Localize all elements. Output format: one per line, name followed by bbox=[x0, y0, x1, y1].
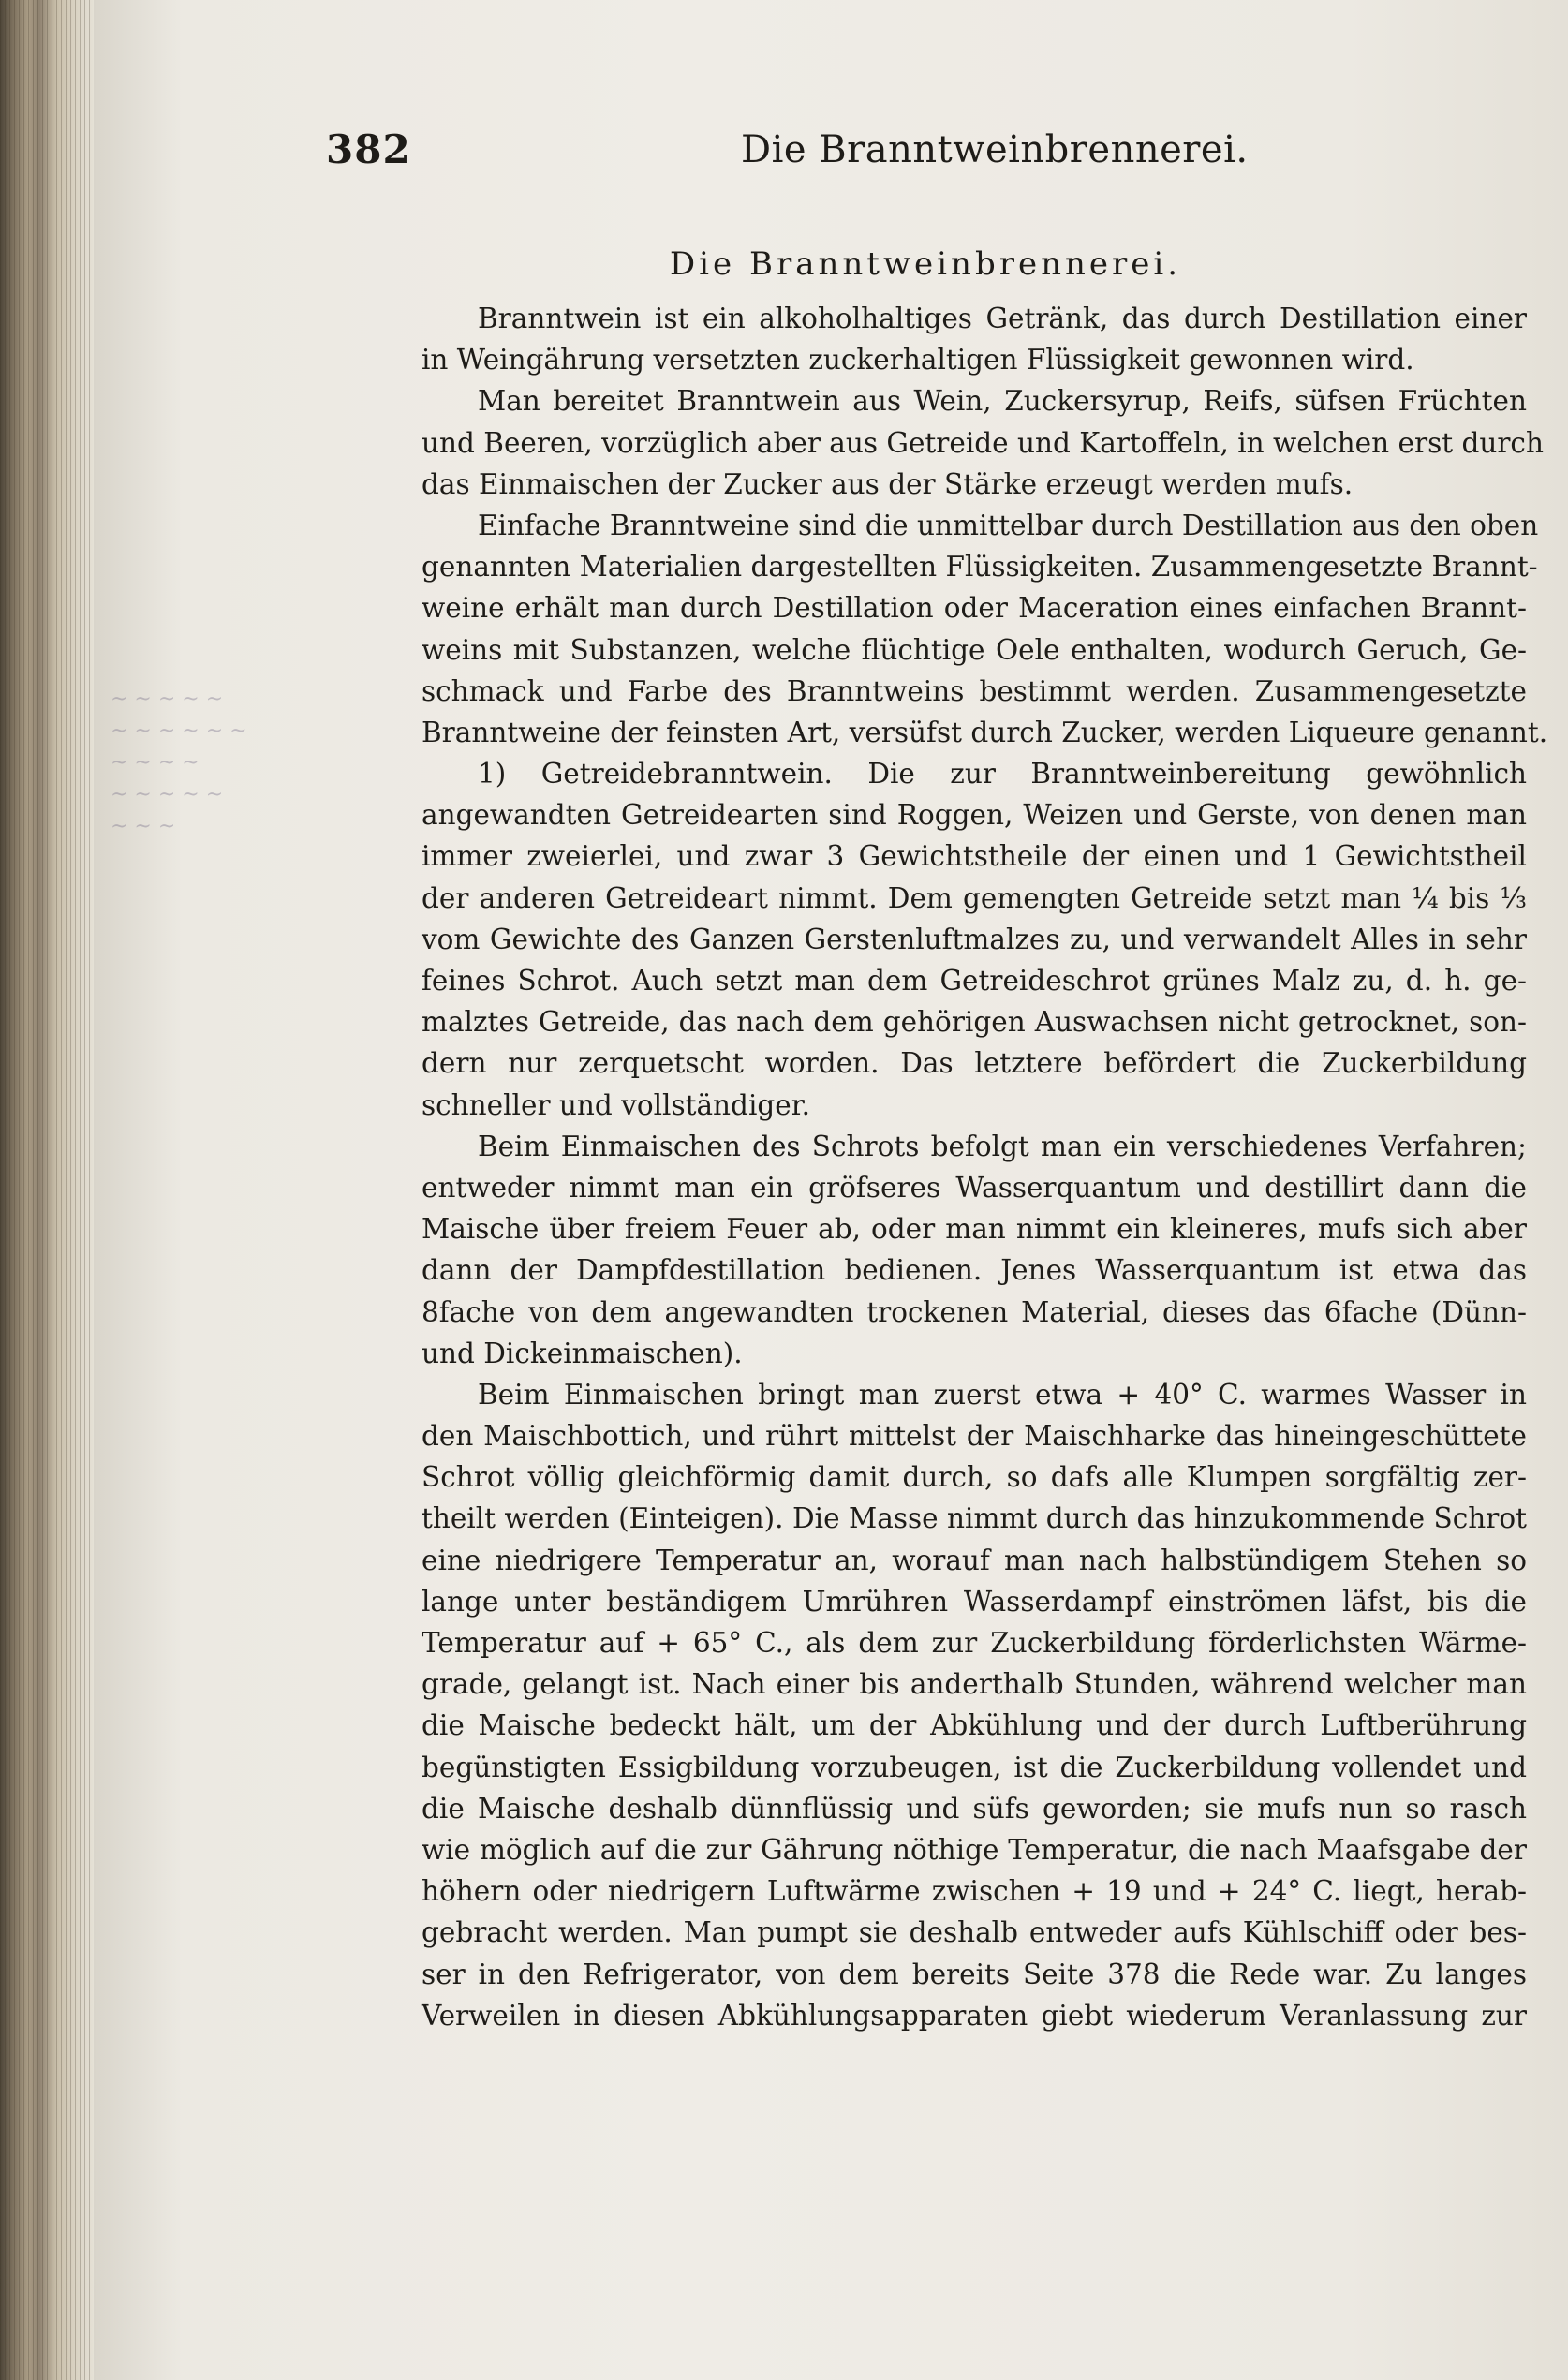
text-line: immer zweierlei, und zwar 3 Gewichtstheile der einen und 1 Gewichtstheil bbox=[422, 840, 1527, 873]
text-line: Branntwein ist ein alkoholhaltiges Getränk, das durch Destillation einer bbox=[478, 303, 1527, 334]
text-line: feines Schrot. Auch setzt man dem Getreideschrot grünes Malz zu, d. h. ge- bbox=[422, 965, 1527, 997]
running-title: Die Branntweinbrennerei. bbox=[741, 128, 1249, 171]
text-line: weine erhält man durch Destillation oder Maceration eines einfachen Brannt- bbox=[422, 592, 1527, 625]
text-line: höhern oder niedrigern Luftwärme zwischen + 19 und + 24° C. liegt, herab- bbox=[422, 1875, 1527, 1908]
text-line: gebracht werden. Man pumpt sie deshalb entweder aufs Kühlschiff oder bes- bbox=[422, 1916, 1527, 1949]
text-line: Verweilen in diesen Abkühlungsapparaten giebt wiederum Veranlassung zur bbox=[422, 1999, 1527, 2032]
text-line: und Beeren, vorzüglich aber aus Getreide und Kartoffeln, in welchen erst durch bbox=[422, 426, 1544, 459]
text-line: Einfache Branntweine sind die unmittelbar durch Destillation aus den oben bbox=[478, 509, 1539, 541]
text-line: Temperatur auf + 65° C., als dem zur Zuckerbildung förderlichsten Wärme- bbox=[422, 1627, 1527, 1659]
text-line: grade, gelangt ist. Nach einer bis anderthalb Stunden, während welcher man bbox=[422, 1668, 1527, 1701]
text-line: der anderen Getreideart nimmt. Dem gemengten Getreide setzt man ¼ bis ⅓ bbox=[422, 881, 1527, 914]
book-page bbox=[94, 0, 1568, 2380]
text-line: Beim Einmaischen des Schrots befolgt man ein verschiedenes Verfahren; bbox=[478, 1130, 1527, 1162]
body-text bbox=[422, 298, 1548, 2036]
text-line: dern nur zerquetscht worden. Das letztere befördert die Zuckerbildung bbox=[422, 1047, 1527, 1080]
text-line: weins mit Substanzen, welche flüchtige Oele enthalten, wodurch Geruch, Ge- bbox=[422, 633, 1527, 666]
text-line: genannten Materialien dargestellten Flüssigkeiten. Zusammengesetzte Brannt- bbox=[422, 551, 1538, 584]
section-title: Die Branntweinbrennerei. bbox=[669, 245, 1182, 283]
text-line: Man bereitet Branntwein aus Wein, Zuckersyrup, Reifs, süfsen Früchten bbox=[478, 385, 1527, 418]
text-line: lange unter beständigem Umrühren Wasserdampf einströmen läfst, bis die bbox=[422, 1585, 1527, 1618]
text-line: 8fache von dem angewandten trockenen Material, dieses das 6fache (Dünn- bbox=[422, 1295, 1527, 1328]
text-line: Beim Einmaischen bringt man zuerst etwa + 40° C. warmes Wasser in bbox=[478, 1378, 1527, 1411]
book-page-edges bbox=[0, 0, 94, 2380]
text-line: schneller und vollständiger. bbox=[422, 1088, 810, 1121]
text-line: das Einmaischen der Zucker aus der Stärke erzeugt werden mufs. bbox=[422, 467, 1354, 500]
text-line: theilt werden (Einteigen). Die Masse nimmt durch das hinzukommende Schrot bbox=[422, 1502, 1527, 1535]
text-line: schmack und Farbe des Branntweins bestimmt werden. Zusammengesetzte bbox=[422, 674, 1527, 707]
text-line: vom Gewichte des Ganzen Gerstenluftmalzes zu, und verwandelt Alles in sehr bbox=[422, 923, 1527, 955]
text-line: Branntweine der feinsten Art, versüfst durch Zucker, werden Liqueure genannt. bbox=[422, 716, 1548, 748]
page-header bbox=[326, 126, 1525, 183]
text-line: die Maische bedeckt hält, um der Abkühlung und der durch Luftberührung bbox=[422, 1709, 1527, 1742]
text-line: die Maische deshalb dünnflüssig und süfs geworden; sie mufs nun so rasch bbox=[422, 1792, 1527, 1825]
text-line: und Dickeinmaischen). bbox=[422, 1337, 743, 1369]
page-number: 382 bbox=[326, 126, 411, 172]
text-line: angewandten Getreidearten sind Roggen, Weizen und Gerste, von denen man bbox=[422, 799, 1527, 832]
text-line: entweder nimmt man ein gröfseres Wasserquantum und destillirt dann die bbox=[422, 1171, 1527, 1204]
text-line: dann der Dampfdestillation bedienen. Jenes Wasserquantum ist etwa das bbox=[422, 1254, 1527, 1287]
text-line: Maische über freiem Feuer ab, oder man nimmt ein kleineres, mufs sich aber bbox=[422, 1213, 1527, 1246]
text-line: in Weingährung versetzten zuckerhaltigen Flüssigkeit gewonnen wird. bbox=[422, 344, 1414, 377]
text-line: Schrot völlig gleichförmig damit durch, so dafs alle Klumpen sorgfältig zer- bbox=[422, 1461, 1527, 1494]
text-line: malztes Getreide, das nach dem gehörigen Auswachsen nicht getrocknet, son- bbox=[422, 1006, 1527, 1039]
text-line: wie möglich auf die zur Gährung nöthige Temperatur, die nach Maafsgabe der bbox=[422, 1833, 1527, 1866]
text-line: 1) Getreidebranntwein. Die zur Branntweinbereitung gewöhnlich bbox=[478, 758, 1527, 791]
faint-handwritten-margin-note: ~ ~ ~ ~ ~ ~ ~ ~ ~ ~ ~ ~ ~ ~ ~ ~ ~ ~ ~ ~ ~ ~ ~ bbox=[111, 687, 247, 838]
text-line: ser in den Refrigerator, von dem bereits Seite 378 die Rede war. Zu langes bbox=[422, 1958, 1527, 1990]
text-line: begünstigten Essigbildung vorzubeugen, ist die Zuckerbildung vollendet und bbox=[422, 1751, 1527, 1783]
text-line: den Maischbottich, und rührt mittelst der Maischharke das hineingeschüttete bbox=[422, 1420, 1527, 1453]
text-line: eine niedrigere Temperatur an, worauf man nach halbstündigem Stehen so bbox=[422, 1544, 1527, 1576]
